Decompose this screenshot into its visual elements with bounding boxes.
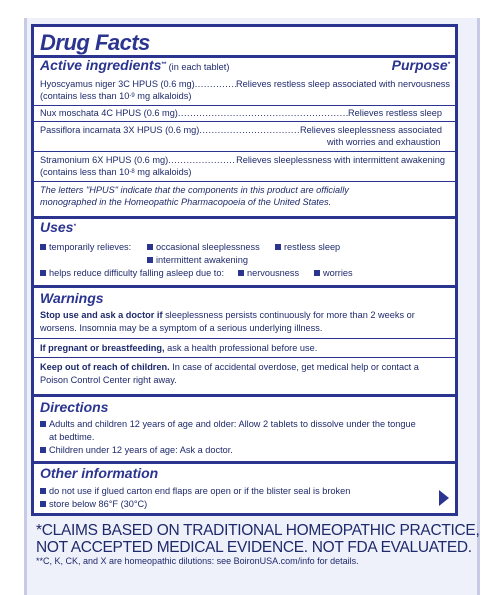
heading-mark: **: [161, 62, 167, 68]
ingredient-row: [40, 79, 450, 90]
other-info-text: store below 86°F (30°C): [49, 499, 148, 509]
ingredient-name: Nux moschata 4C HPUS (0.6 mg): [40, 108, 178, 118]
other-info-heading: Other information: [40, 465, 159, 481]
direction-item: [40, 445, 233, 456]
square-bullet-icon: [314, 270, 320, 276]
warning-text: ask a health professional before use.: [164, 343, 318, 353]
ingredient-name: Passiflora incarnata 3X HPUS (0.6 mg): [40, 125, 200, 135]
ingredient-row: [40, 125, 442, 136]
other-info-text: do not use if glued carton end flaps are open or if the blister seal is broken: [49, 486, 351, 496]
claims-line: NOT ACCEPTED MEDICAL EVIDENCE. NOT FDA EVALUATED.: [36, 539, 472, 556]
alkaloid-note-text: (contains less than 10: [40, 91, 130, 101]
alkaloid-note-end: mg alkaloids): [134, 91, 192, 101]
uses-item: [275, 242, 340, 253]
square-bullet-icon: [40, 488, 46, 494]
warning-bold: Keep out of reach of children.: [40, 362, 170, 372]
uses-text: worries: [323, 268, 353, 278]
uses-text: temporarily relieves:: [49, 242, 132, 252]
uses-text: nervousness: [247, 268, 300, 278]
square-bullet-icon: [40, 270, 46, 276]
ingredient-name: Hyoscyamus niger 3C HPUS (0.6 mg): [40, 79, 195, 89]
warning-children-cont: Poison Control Center right away.: [40, 375, 177, 385]
uses-text: occasional sleeplessness: [156, 242, 260, 252]
uses-item: [238, 268, 299, 279]
claims-line: *CLAIMS BASED ON TRADITIONAL HOMEOPATHIC PRACTICE,: [36, 522, 480, 539]
leader-dots: [199, 125, 300, 136]
per-tablet-note: (in each tablet): [168, 62, 230, 72]
exponent: -8: [129, 169, 135, 175]
alkaloid-note-text: (contains less than 10: [40, 167, 130, 177]
square-bullet-icon: [40, 501, 46, 507]
play-arrow-icon: [439, 490, 449, 506]
exponent: -9: [129, 93, 135, 99]
square-bullet-icon: [275, 244, 281, 250]
uses-item: [40, 242, 131, 253]
uses-item: [147, 242, 260, 253]
active-ingredients-header: [40, 57, 230, 73]
uses-item: [314, 268, 353, 279]
divider: [34, 121, 455, 122]
divider: [34, 285, 455, 288]
warning-bold: Stop use and ask a doctor if: [40, 310, 163, 320]
leader-dots: [178, 108, 348, 119]
warning-text: In case of accidental overdose, get medical help or contact a: [169, 362, 419, 372]
square-bullet-icon: [40, 421, 46, 427]
uses-item: [40, 268, 224, 279]
square-bullet-icon: [147, 244, 153, 250]
directions-heading: Directions: [40, 399, 109, 415]
ingredient-name: Stramonium 6X HPUS (0.6 mg): [40, 155, 169, 165]
ingredient-purpose: Relieves sleeplessness with intermittent awakening: [236, 155, 445, 165]
hpus-note-line: monographed in the Homeopathic Pharmacopoeia of the United States.: [40, 197, 332, 207]
ingredient-row: [40, 155, 445, 166]
warning-children: [40, 362, 419, 373]
purpose-heading: Purpose: [391, 57, 448, 73]
purpose-mark: *: [447, 62, 450, 68]
leader-dots: [195, 79, 236, 90]
other-info-item: [40, 486, 350, 497]
square-bullet-icon: [40, 447, 46, 453]
other-info-item: [40, 499, 147, 510]
divider: [34, 338, 455, 339]
purpose-header: [391, 57, 450, 73]
warning-bold: If pregnant or breastfeeding,: [40, 343, 165, 353]
warnings-heading: Warnings: [40, 290, 104, 306]
direction-text: Children under 12 years of age: Ask a doctor.: [49, 445, 233, 455]
hpus-note-line: The letters "HPUS" indicate that the components in this product are officially: [40, 185, 349, 195]
uses-heading: Uses: [40, 219, 74, 235]
ingredient-purpose: Relieves sleeplessness associated: [300, 125, 442, 135]
square-bullet-icon: [238, 270, 244, 276]
square-bullet-icon: [40, 244, 46, 250]
alkaloid-note-end: mg alkaloids): [134, 167, 192, 177]
warning-stop-cont: worsens. Insomnia may be a symptom of a serious underlying illness.: [40, 323, 323, 333]
warning-stop: [40, 310, 415, 321]
dilution-footnote: **C, K, CK, and X are homeopathic dilutions: see BoironUSA.com/info for details.: [36, 556, 359, 566]
uses-text: intermittent awakening: [156, 255, 248, 265]
divider: [34, 394, 455, 397]
alkaloid-note: [40, 91, 191, 102]
divider: [34, 461, 455, 464]
uses-item: [147, 255, 248, 266]
divider: [34, 181, 455, 182]
uses-mark: *: [73, 224, 76, 230]
ingredient-purpose: Relieves restless sleep: [348, 108, 442, 118]
warning-pregnant: [40, 343, 317, 354]
uses-text: restless sleep: [284, 242, 341, 252]
divider: [34, 357, 455, 358]
square-bullet-icon: [147, 257, 153, 263]
uses-header: [40, 219, 76, 235]
alkaloid-note: [40, 167, 191, 178]
ingredient-purpose-cont: with worries and exhaustion: [327, 137, 441, 147]
direction-item-cont: at bedtime.: [49, 432, 95, 442]
direction-text: Adults and children 12 years of age and older: Allow 2 tablets to dissolve under the tongue: [49, 419, 416, 429]
divider: [34, 151, 455, 152]
leader-dots: [168, 155, 236, 166]
ingredient-row: [40, 108, 442, 119]
active-ingredients-heading: Active ingredients: [40, 57, 162, 73]
ingredient-purpose: Relieves restless sleep associated with nervousness: [236, 79, 450, 89]
warning-text: sleeplessness persists continuously for more than 2 weeks or: [162, 310, 415, 320]
drug-facts-title: Drug Facts: [40, 30, 150, 55]
divider: [34, 105, 455, 106]
direction-item: [40, 419, 416, 430]
divider: [34, 216, 455, 219]
uses-text: helps reduce difficulty falling asleep due to:: [49, 268, 225, 278]
